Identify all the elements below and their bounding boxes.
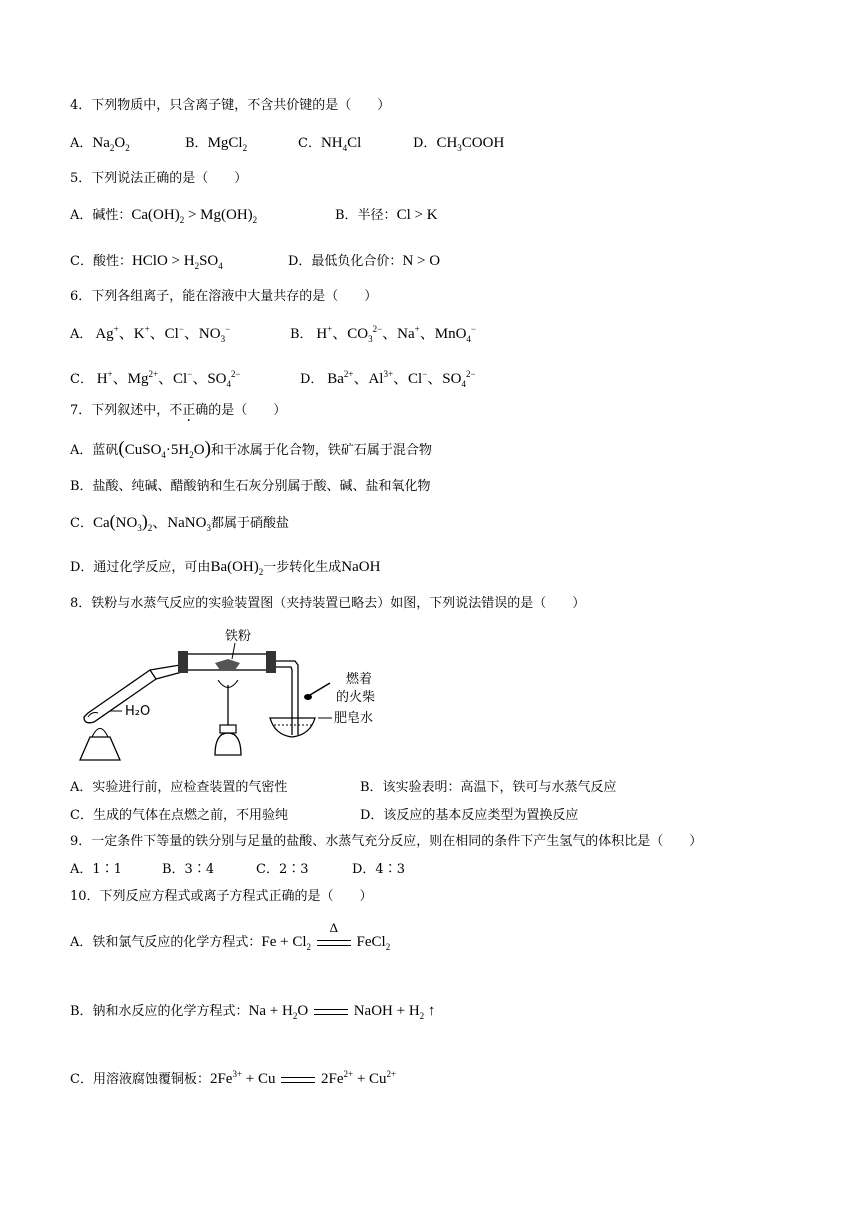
match-label-1: 燃着: [346, 672, 373, 687]
delivery-tube: [276, 661, 298, 735]
q8-option-c: C．生成的气体在点燃之前，不用验纯: [70, 808, 288, 823]
h2o-label: H₂O: [125, 704, 151, 719]
q9-option-c: C．2∶3: [256, 862, 309, 877]
alcohol-lamp: [215, 733, 241, 755]
q5-option-b: B．半径：Cl > K: [335, 207, 438, 223]
q8-option-b: B．该实验表明：高温下，铁可与水蒸气反应: [360, 780, 617, 795]
q6-option-c: C． H+、$Mg^{2+}$、Cl−、$SO_4^{2-}$: [70, 369, 241, 389]
q6-option-b: B． H+、$CO_3^{2-}$、Na+、MnO$_4$−: [290, 324, 476, 344]
right-stopper: [266, 651, 276, 673]
q10-option-c: C．用溶液腐蚀覆铜板：$2Fe^{3+} + Cu$ $2Fe^{2+} + Cu^{2+}$: [70, 1069, 397, 1087]
iron-steam-apparatus-figure: [70, 625, 410, 770]
q9-option-d: D．4∶3: [352, 862, 405, 877]
q4-stem: 4．下列物质中，只含离子键，不含共价键的是（ ）: [70, 98, 391, 113]
connector-tube: [150, 665, 180, 670]
q4-option-d: D．$CH_3COOH$: [413, 135, 505, 153]
q6-option-a: A． Ag+、K+、Cl−、$NO_3^-$: [70, 324, 231, 344]
q9-option-b: B．3∶4: [162, 862, 215, 877]
q10-option-b: B．钠和水反应的化学方程式：$Na + H_2O$ NaOH + $H_2$ ↑: [70, 1003, 436, 1021]
q10-option-a: A．铁和氯气反应的化学方程式：$Fe + Cl_2$ Δ FeCl$_2$: [70, 920, 391, 952]
q8-stem: 8．铁粉与水蒸气反应的实验装置图（夹持装置已略去）如图，下列说法错误的是（ ）: [70, 596, 586, 611]
q8-option-d: D．该反应的基本反应类型为置换反应: [360, 808, 579, 823]
q5-option-d: D．最低负化合价：N > O: [288, 253, 441, 269]
q4-option-c: C．$NH_4Cl$: [298, 135, 362, 153]
q7-option-c: C．$Ca(NO_3)_2$、NaNO$_3$都属于硝酸盐: [70, 511, 289, 533]
q5-option-a: A．碱性：$Ca(OH)_2 > Mg(OH)_2$: [70, 207, 258, 225]
q8-option-a: A．实验进行前，应检查装置的气密性: [70, 780, 288, 795]
burning-match: [310, 683, 330, 695]
q6-option-d: D． $Ba^{2+}$、$Al^{3+}$、Cl−、$SO_4^{2-}$: [300, 369, 476, 389]
q6-stem: 6．下列各组离子，能在溶液中大量共存的是（ ）: [70, 289, 378, 304]
iron-powder: [215, 659, 240, 670]
q7-option-d: D．通过化学反应，可由$Ba(OH)_2$一步转化生成NaOH: [70, 559, 381, 577]
q7-stem: 7．下列叙述中，不正确的是（ ）: [70, 403, 287, 418]
q4-option-a: A．$Na_2O_2$: [70, 135, 130, 153]
q7-option-a: A．蓝矾$(CuSO_4\cdot 5H_2O)$和干冰属于化合物，铁矿石属于混合物: [70, 438, 432, 460]
left-stopper: [178, 651, 188, 673]
left-burner: [80, 737, 120, 760]
q4-option-b: B．MgCl$_2$: [185, 135, 248, 153]
soap-label: 肥皂水: [334, 711, 374, 726]
q9-option-a: A．1∶1: [70, 862, 122, 877]
q10-stem: 10．下列反应方程式或离子方程式正确的是（ ）: [70, 889, 373, 904]
q7-emphasis: 不正确: [169, 403, 209, 418]
match-label-2: 的火柴: [336, 690, 376, 705]
q7-option-b: B．盐酸、纯碱、醋酸钠和生石灰分别属于酸、碱、盐和氧化物: [70, 479, 431, 494]
q5-stem: 5．下列说法正确的是（ ）: [70, 171, 248, 186]
left-flame: [92, 729, 108, 738]
q5-option-c: C．酸性：HClO > $H_2SO_4$: [70, 253, 223, 271]
q9-stem: 9．一定条件下等量的铁分别与足量的盐酸、水蒸气充分反应，则在相同的条件下产生氢气的体积比是（ ）: [70, 834, 703, 849]
heat-delta: Δ: [329, 920, 338, 935]
iron-label: 铁粉: [225, 629, 252, 644]
